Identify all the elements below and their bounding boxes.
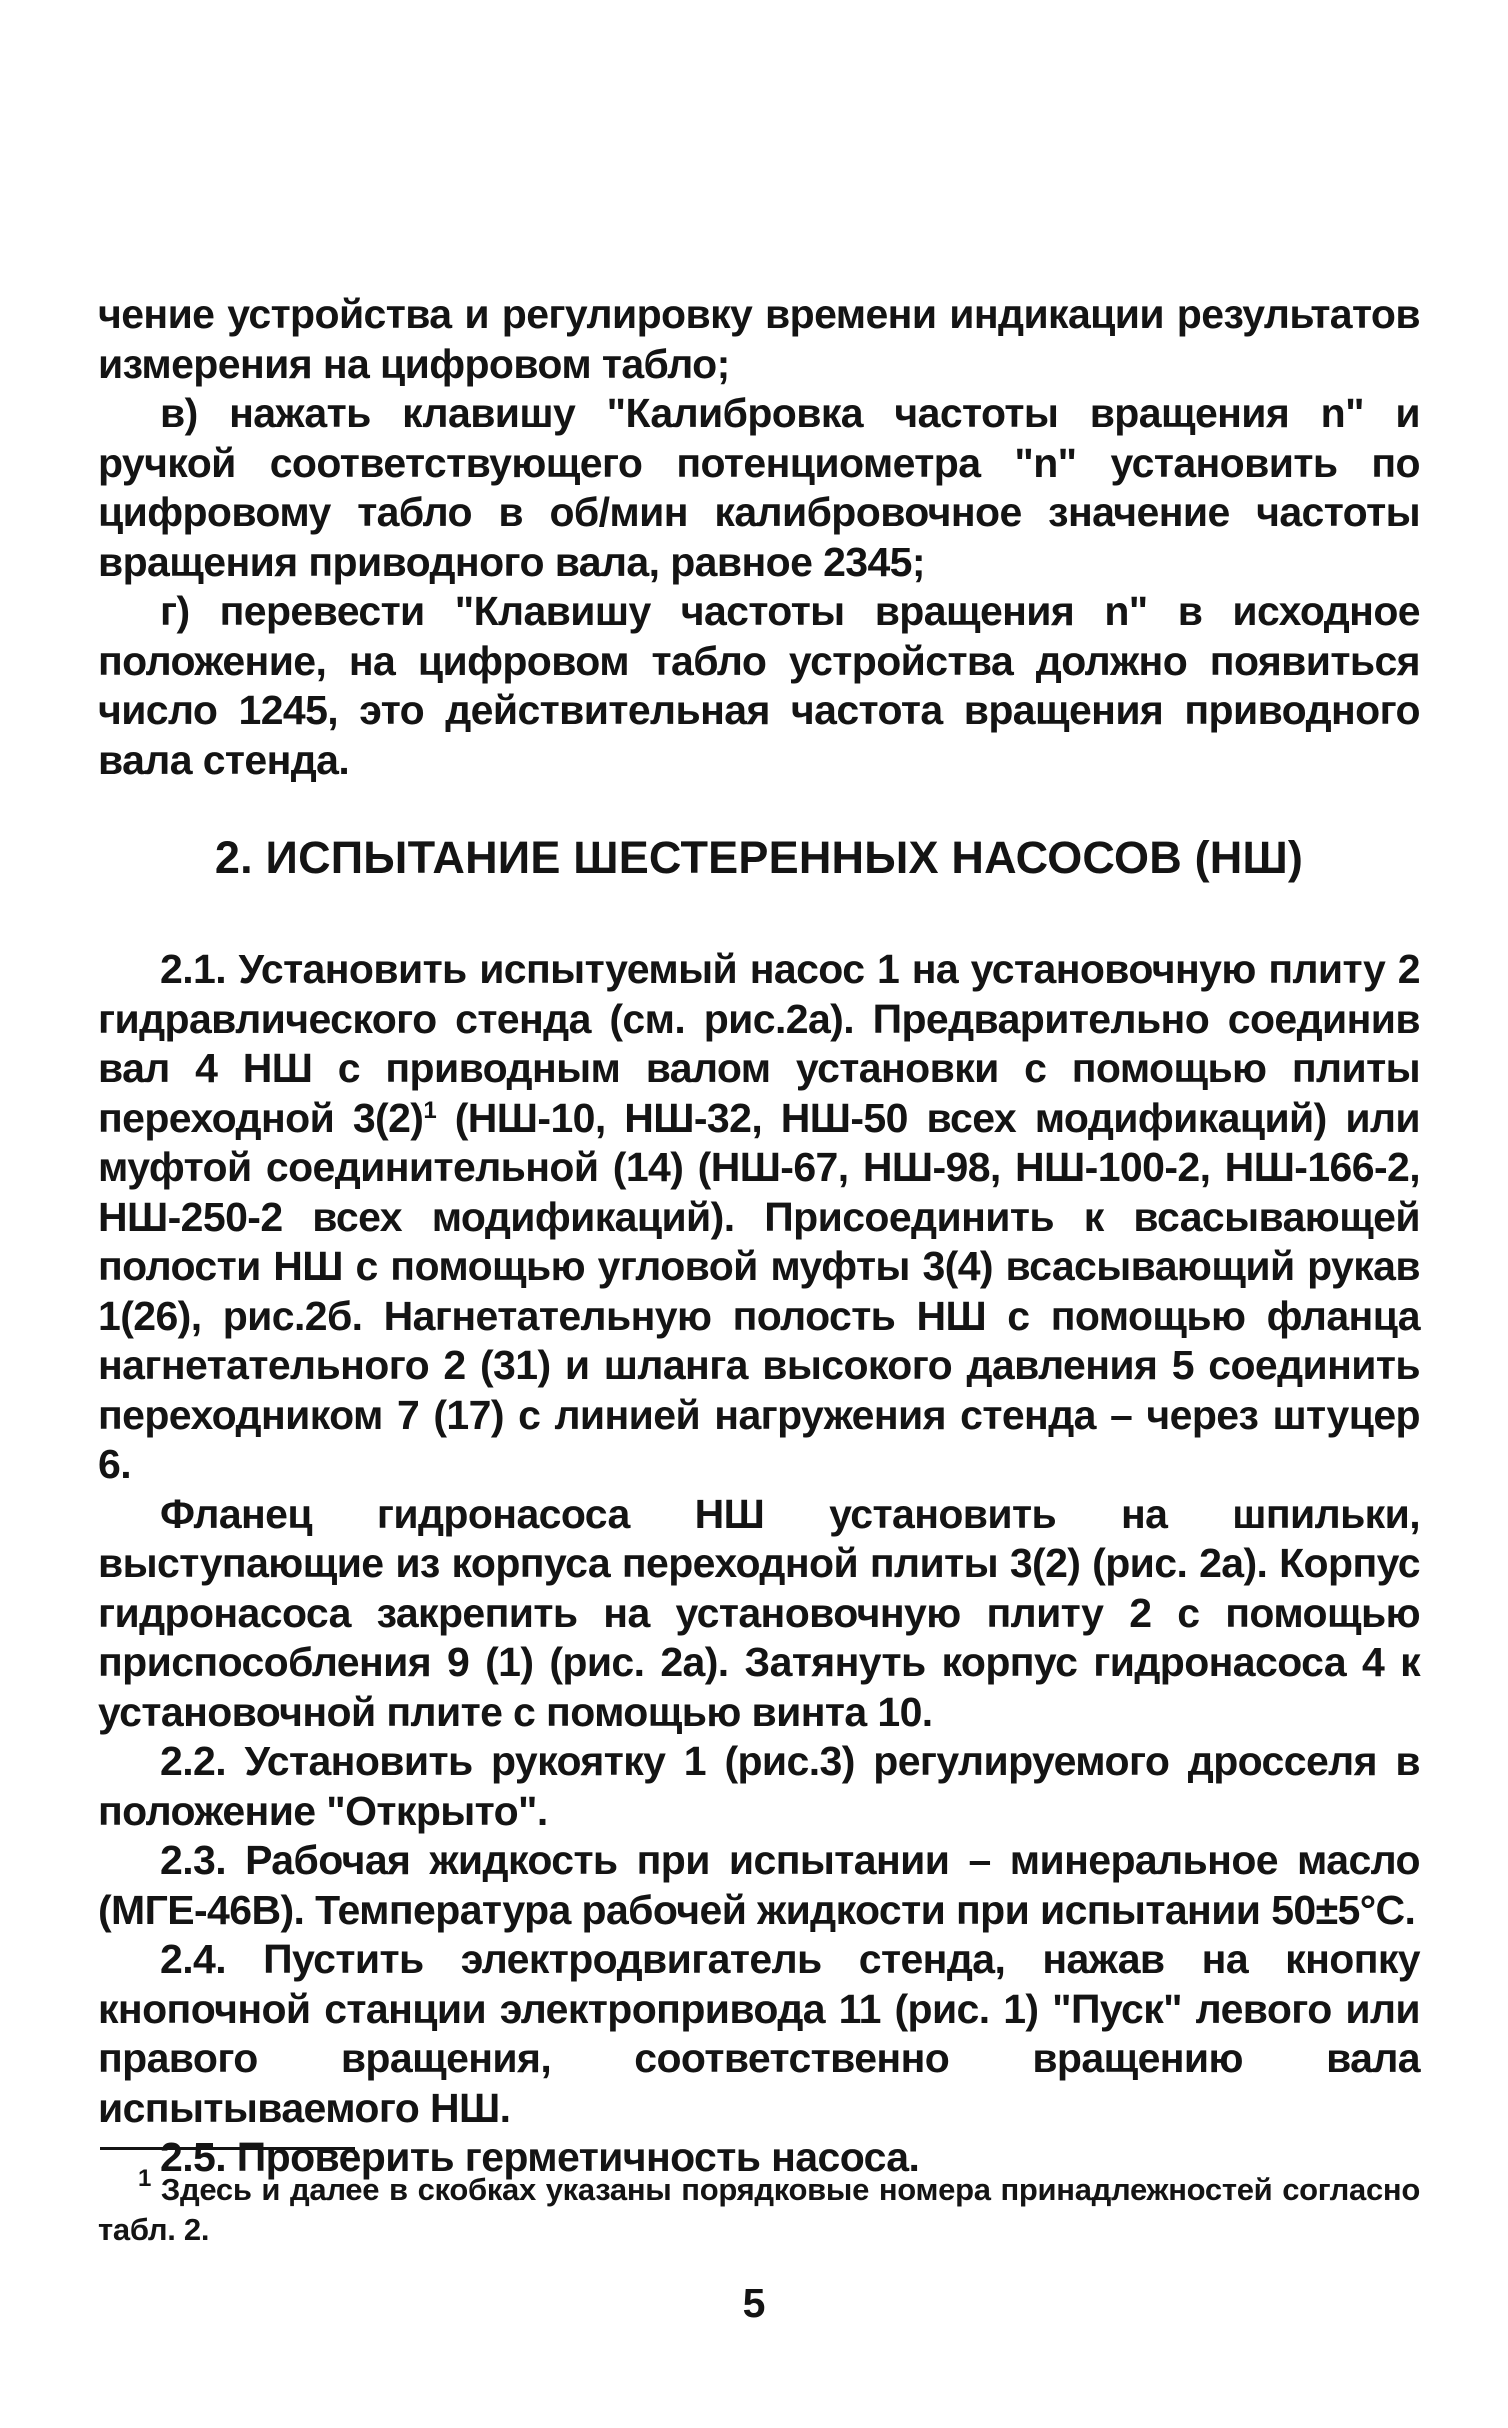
page-number: 5 — [742, 2280, 766, 2326]
paragraph-2-1-part-b: (НШ-10, НШ-32, НШ-50 всех модификаций) или муфтой соединительной (14) (НШ-67, НШ-98, НШ-100-2, НШ-166-2, НШ-250-2 всех модификаций). Присоединить к всасывающей полости НШ с помощью угловой муфты 3(4) всасывающий рукав 1(26), рис.2б. Нагнетательную полость НШ с помощью фланца нагнетательного 2 (31) и шланга высокого давления 5 соединить переходником 7 (17) с линией нагружения стенда – через штуцер 6. — [98, 1094, 1420, 1487]
intro-paragraph-3: г) перевести "Клавишу частоты вращения n" в исходное положение, на цифровом табло устройства должно появиться число 1245, это действительная частота вращения приводного вала стенда. — [98, 588, 1420, 783]
section-paragraph-2-2: 2.2. Установить рукоятку 1 (рис.3) регулируемого дросселя в положение "Открыто". — [98, 1738, 1420, 1834]
footnote-text: Здесь и далее в скобках указаны порядковые номера принадлежностей согласно табл. 2. — [98, 2172, 1420, 2247]
section-paragraph-flange: Фланец гидронасоса НШ установить на шпильки, выступающие из корпуса переходной плиты 3(2) (рис. 2а). Корпус гидронасоса закрепить на установочную плиту 2 с помощью приспособления 9 (1) (рис. 2а). Затянуть корпус гидронасоса 4 к установочной плите с помощью винта 10. — [98, 1490, 1420, 1735]
intro-paragraph-1: чение устройства и регулировку времени индикации результатов измерения на цифровом табло; — [98, 291, 1420, 387]
section-text-block — [98, 945, 1420, 2183]
intro-text-block — [98, 290, 1420, 785]
footnote — [98, 2165, 1420, 2250]
section-paragraph-2-5: 2.5. Проверить герметичность насоса. — [160, 2134, 920, 2180]
footnote-mark: 1 — [138, 2165, 152, 2192]
section-paragraph-2-4: 2.4. Пустить электродвигатель стенда, нажав на кнопку кнопочной станции электропривода 11 (рис. 1) "Пуск" левого или правого вращения, соответственно вращению вала испытываемого НШ. — [98, 1936, 1420, 2131]
intro-paragraph-2: в) нажать клавишу "Калибровка частоты вращения n" и ручкой соответствующего потенциометра "n" установить по цифровому табло в об/мин калибровочное значение частоты вращения приводного вала, равное 2345; — [98, 390, 1420, 585]
paragraph-2-1-part-a: 2.1. Установить испытуемый насос 1 на установочную плиту 2 гидравлического стенда (см. рис.2а). Предварительно соединив вал 4 НШ с приводным валом установки с помощью плиты переходной 3(2) — [98, 946, 1420, 1141]
section-paragraph-2-3: 2.3. Рабочая жидкость при испытании – минеральное масло (МГЕ-46В). Температура рабочей жидкости при испытании 50±5°С. — [98, 1837, 1420, 1933]
footnote-reference: 1 — [423, 1096, 437, 1124]
footnote-divider — [100, 2147, 355, 2150]
section-paragraph-2-1 — [98, 945, 1420, 1490]
section-heading: 2. ИСПЫТАНИЕ ШЕСТЕРЕННЫХ НАСОСОВ (НШ) — [214, 832, 1304, 883]
